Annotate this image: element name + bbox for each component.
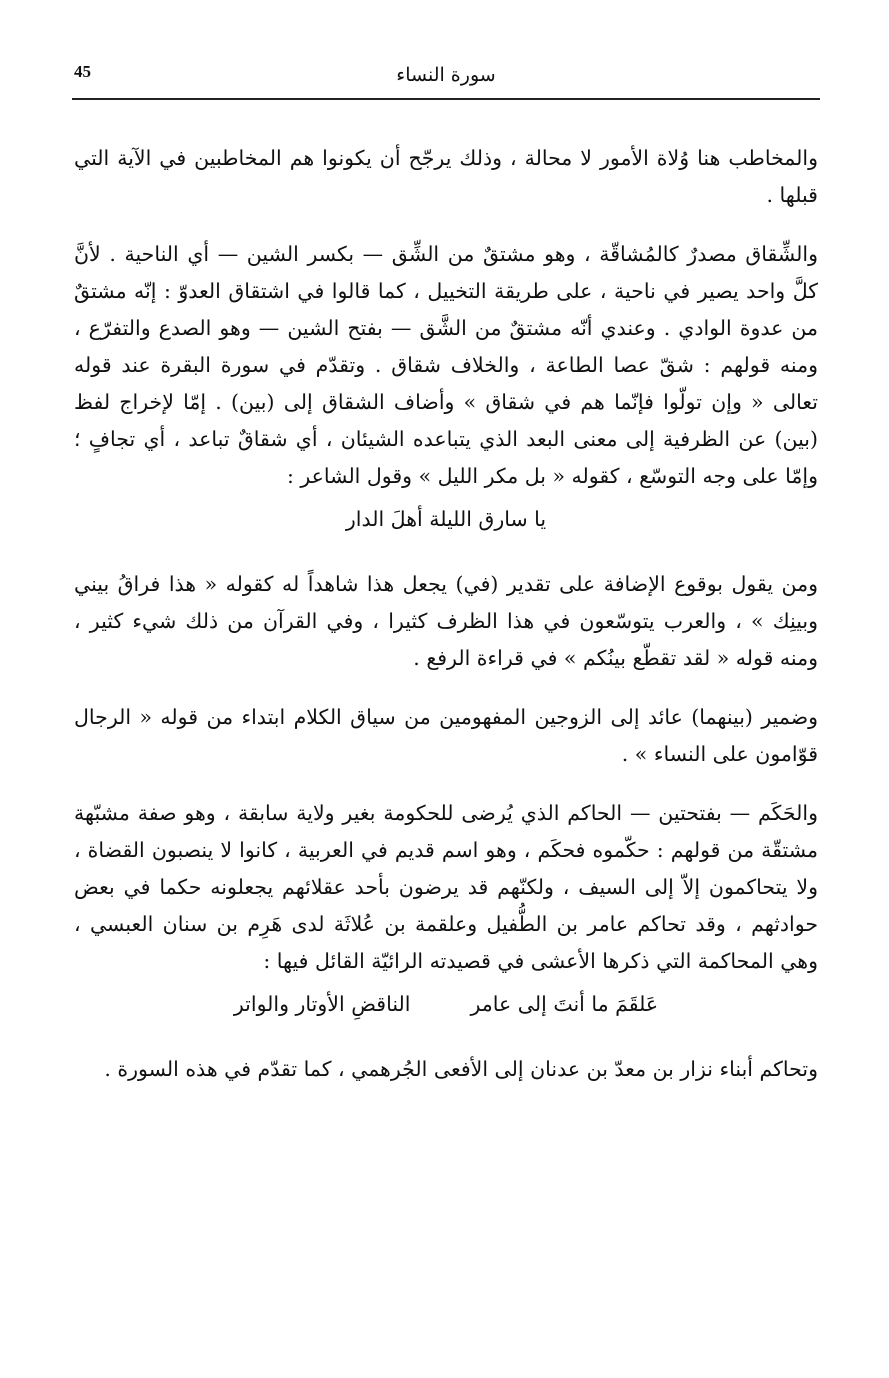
paragraph-gap [74,544,818,566]
verse-first-hemistich: عَلقَمَ ما أنتَ إلى عامر [470,992,659,1016]
paragraph-gap [74,677,818,699]
page-header [72,54,820,104]
verse-second-hemistich: الناقضِ الأوتار والواتر [233,992,411,1016]
paragraph: والشِّقاق مصدرٌ كالمُشاقّة ، وهو مشتقٌ من الشِّق — بكسر الشين — أي الناحية . لأنَّ كلَّ واحد يصير في ناحية ، على طريقة التخييل ، كما قالوا في اشتقاق العدوّ : إنّه مشتقٌ من عدوة الوادي . وعندي أنّه مشتقٌ من الشَّق — بفتح الشين — وهو الصدع والتفرّع ، ومنه قولهم : شقّ عصا الطاعة ، والخلاف شقاق . وتقدّم في سورة البقرة عند قوله تعالى « وإن تولّوا فإنّما هم في شقاق » وأضاف الشقاق إلى (بين) . إمّا لإخراج لفظ (بين) عن الظرفية إلى معنى البعد الذي يتباعده الشيئان ، أي شقاقٌ تباعد ، أي تجافٍ ؛ وإمّا على وجه التوسّع ، كقوله « بل مكر الليل » وقول الشاعر : [74,242,818,488]
paragraph: والحَكَم — بفتحتين — الحاكم الذي يُرضى للحكومة بغير ولاية سابقة ، وهو صفة مشبّهة مشتقّة من قولهم : حكّموه فحكَم ، وهو اسم قديم في العربية ، كانوا لا ينصبون القضاة ، ولا يتحاكمون إلاّ إلى السيف ، ولكنّهم قد يرضون بأحد عقلائهم يجعلونه حكما في بعض حوادثهم ، وقد تحاكم عامر بن الطُّفيل وعلقمة بن عُلاثَة لدى هَرِم بن سنان العبسي ، وهي المحاكمة التي ذكرها الأعشى في قصيدته الرائيّة القائل فيها : [74,801,818,973]
paragraph: ومن يقول بوقوع الإضافة على تقدير (في) يجعل هذا شاهداً له كقوله « هذا فراقُ بيني وبينِك » ، والعرب يتوسّعون في هذا الظرف كثيرا ، وفي القرآن من ذلك شيء كثير ، ومنه قوله « لقد تقطّع بينُكم » في قراءة الرفع . [74,572,818,670]
poetry-verse [74,986,818,1023]
paragraph-gap [74,773,818,795]
page-number: 45 [74,62,91,81]
paragraph: وتحاكم أبناء نزار بن معدّ بن عدنان إلى الأفعى الجُرهمي ، كما تقدّم في هذه السورة . [104,1057,818,1081]
paragraph: وضمير (بينهما) عائد إلى الزوجين المفهومين من سياق الكلام ابتداء من قوله « الرجال قوّامون على النساء » . [74,705,818,766]
page-body [74,140,818,1088]
paragraph-gap [74,214,818,236]
quoted-verse: يا سارق الليلة أهلَ الدار [345,507,547,531]
paragraph: والمخاطب هنا وُلاة الأمور لا محالة ، وذلك يرجّح أن يكونوا هم المخاطبين في الآية التي قبلها . [74,146,818,207]
running-title: سورة النساء [396,64,496,86]
paragraph-gap [74,1029,818,1051]
header-rule [72,98,820,100]
